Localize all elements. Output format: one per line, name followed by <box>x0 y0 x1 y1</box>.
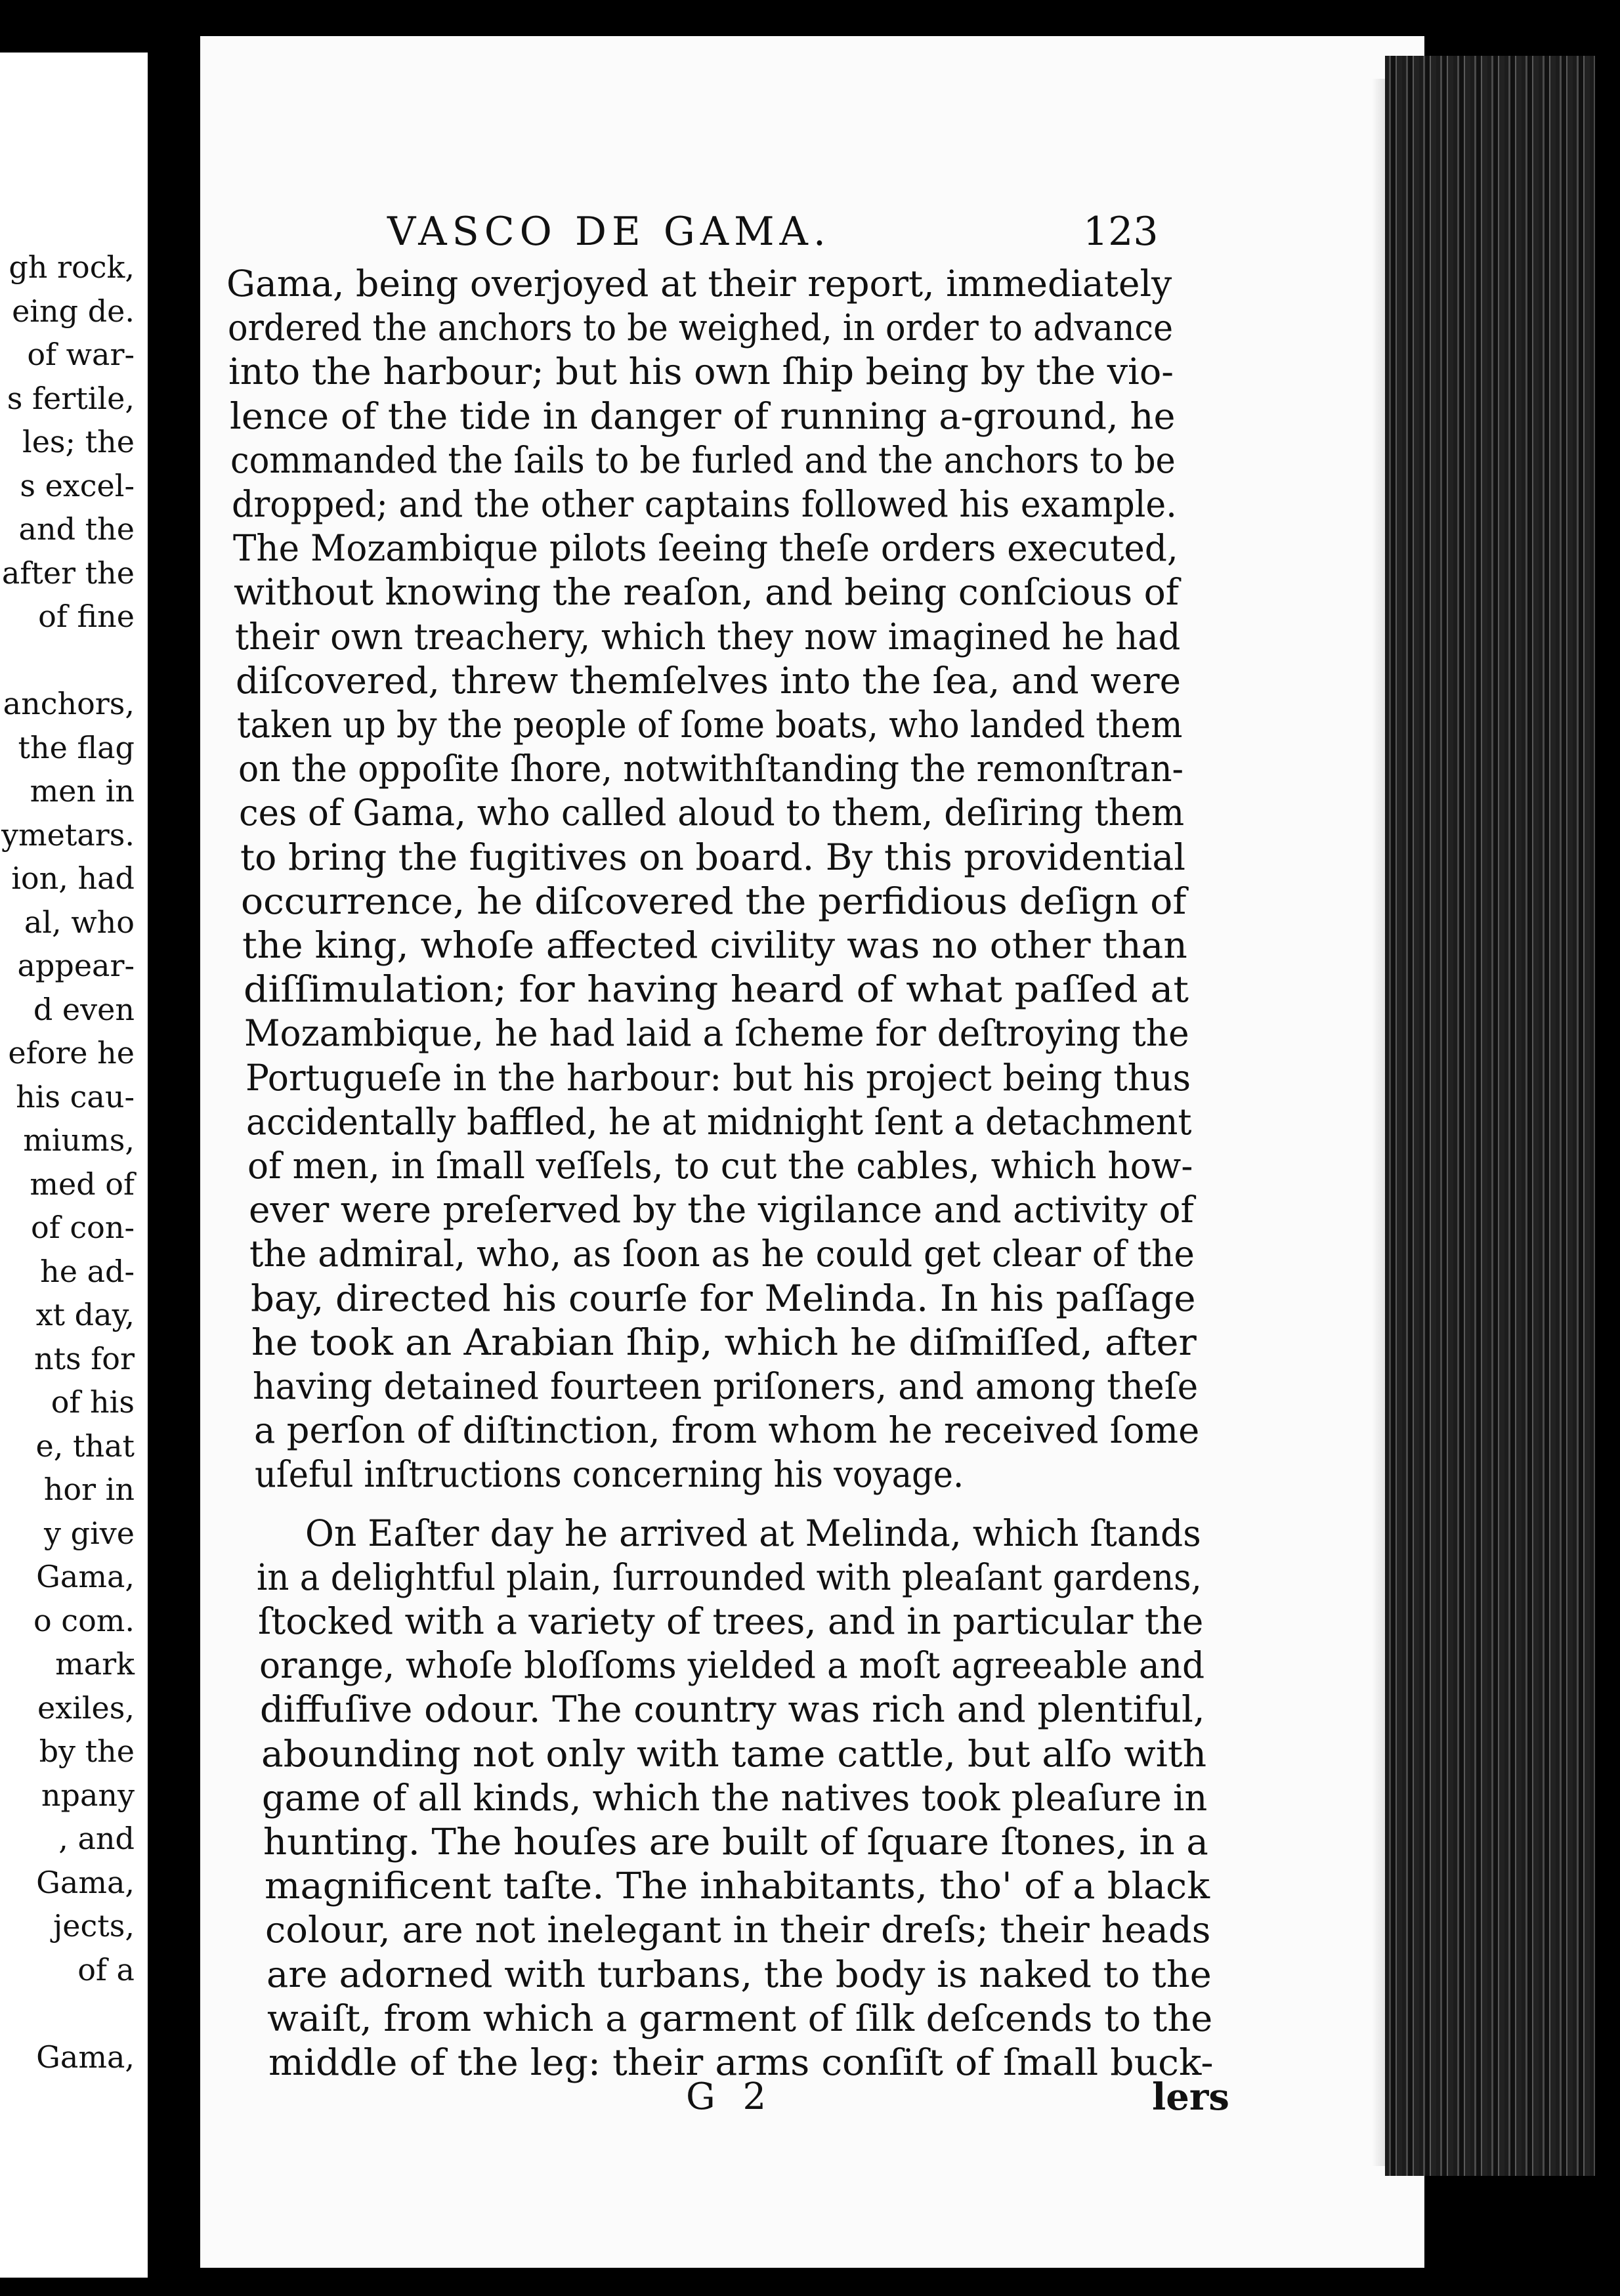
facing-page-line: nts for <box>33 1340 135 1376</box>
text-line: orange, whoſe bloſſoms yielded a moſt agreeable and <box>259 1644 1204 1687</box>
facing-page-line: Gama, <box>36 1559 135 1594</box>
facing-page-line: , and <box>58 1821 135 1856</box>
facing-page-line: e, that <box>35 1428 135 1464</box>
facing-page-line: by the <box>39 1733 135 1769</box>
text-line: lence of the tide in danger of running a-ground, he <box>229 394 1176 437</box>
facing-page-line: anchors, <box>3 686 135 721</box>
facing-page-line: gh rock, <box>9 249 135 285</box>
text-line: are adorned with turbans, the body is naked to the <box>266 1953 1212 1995</box>
text-line: taken up by the people of ſome boats, who landed them <box>237 704 1183 746</box>
facing-page-line: he ad- <box>40 1253 135 1289</box>
facing-page-line: npany <box>41 1777 135 1813</box>
running-title: VASCO DE GAMA. <box>387 209 831 255</box>
text-line: ces of Gama, who called aloud to them, deſiring them <box>239 792 1185 834</box>
text-line: commanded the ſails to be furled and the anchors to be <box>230 438 1176 481</box>
text-line: the king, whoſe affected civility was no other than <box>242 924 1187 966</box>
text-line: occurrence, he diſcovered the perfidious deſign of <box>241 880 1187 922</box>
text-line: on the oppoſite ſhore, notwithſtanding the remonſtran- <box>238 748 1183 790</box>
facing-page-line: jects, <box>53 1908 135 1944</box>
facing-page-line: miums, <box>23 1122 135 1158</box>
text-line: dropped; and the other captains followed his example. <box>232 483 1177 525</box>
text-line: abounding not only with tame cattle, but alſo with <box>261 1732 1206 1775</box>
facing-page-line: d even <box>33 991 135 1027</box>
facing-page-line: o com. <box>33 1602 135 1638</box>
text-line: On Eaſter day he arrived at Melinda, which ſtands <box>305 1512 1201 1554</box>
facing-page-line: Gama, <box>36 2039 135 2075</box>
facing-page-line: Gama, <box>36 1864 135 1900</box>
facing-page-line: of war- <box>27 337 135 372</box>
text-line: magnificent taſte. The inhabitants, tho' of a black <box>264 1865 1210 1907</box>
text-line: he took an Arabian ſhip, which he diſmiſſed, after <box>251 1321 1197 1363</box>
facing-page-line: the flag <box>18 729 135 765</box>
text-line: The Mozambique pilots ſeeing theſe orders executed, <box>232 527 1178 570</box>
facing-page-line: ion, had <box>11 861 135 896</box>
facing-page-line: his cau- <box>16 1078 135 1115</box>
facing-page-line: appear- <box>17 948 135 983</box>
text-line: diſſimulation; for having heard of what paſſed at <box>243 968 1189 1011</box>
facing-page-line: eing de. <box>12 293 135 329</box>
text-line: Mozambique, he had laid a ſcheme for deſtroying the <box>244 1012 1189 1055</box>
text-line: uſeful inſtructions concerning his voyage. <box>255 1453 964 1496</box>
text-line: in a delightful plain, ſurrounded with pleaſant gardens, <box>257 1556 1203 1598</box>
text-line: hunting. The houſes are built of ſquare ſtones, in a <box>263 1821 1208 1863</box>
facing-page-line: mark <box>55 1646 135 1682</box>
signature-mark: G 2 <box>686 2075 775 2118</box>
page-number: 123 <box>1083 209 1159 255</box>
text-line: middle of the leg: their arms conſiſt of ſmall buck- <box>268 2041 1214 2083</box>
text-line: waiſt, from which a garment of ſilk deſcends to the <box>267 1997 1213 2039</box>
text-line: the admiral, who, as ſoon as he could get clear of the <box>249 1233 1195 1275</box>
facing-page-line: les; the <box>22 424 135 459</box>
facing-page-line: ymetars. <box>1 817 135 853</box>
text-line: ſtocked with a variety of trees, and in particular the <box>258 1600 1204 1642</box>
text-line: ordered the anchors to be weighed, in order to advance <box>227 307 1173 349</box>
facing-page-line: exiles, <box>37 1690 135 1726</box>
facing-page-line: xt day, <box>35 1297 135 1332</box>
facing-page-line: efore he <box>8 1035 135 1071</box>
text-line: having detained fourteen priſoners, and among theſe <box>253 1365 1199 1407</box>
text-line: accidentally baffled, he at midnight ſent a detachment <box>246 1100 1192 1143</box>
text-line: diffuſive odour. The country was rich and plentiful, <box>260 1688 1205 1731</box>
facing-page-line: after the <box>1 555 135 591</box>
text-line: of men, in ſmall veſſels, to cut the cables, which how- <box>247 1145 1193 1187</box>
facing-page-line: of fine <box>38 599 135 634</box>
text-line: without knowing the reaſon, and being conſcious of <box>234 571 1180 614</box>
facing-page-line: hor in <box>43 1472 135 1507</box>
text-line: colour, are not inelegant in their dreſs; their heads <box>265 1909 1211 1951</box>
text-line: into the harbour; but his own ſhip being by the vio- <box>228 351 1174 393</box>
text-line: Portugueſe in the harbour: but his project being thus <box>245 1056 1191 1099</box>
text-line: their own treachery, which they now imagined he had <box>234 615 1181 658</box>
text-line: bay, directed his courſe for Melinda. In his paſſage <box>250 1277 1196 1319</box>
text-line: diſcovered, threw themſelves into the ſea, and were <box>236 659 1182 702</box>
facing-page-line: of his <box>51 1384 135 1420</box>
facing-page-line: al, who <box>24 904 135 940</box>
text-line: ever were preſerved by the vigilance and activity of <box>248 1189 1194 1231</box>
catchword: lers <box>1152 2075 1229 2119</box>
facing-page-line: men in <box>30 773 135 809</box>
facing-page-line: and the <box>18 511 135 547</box>
facing-page-line: med of <box>30 1166 135 1202</box>
text-line: a perſon of diſtinction, from whom he received ſome <box>253 1409 1199 1452</box>
text-line: game of all kinds, which the natives took pleaſure in <box>262 1776 1208 1819</box>
text-line: to bring the fugitives on board. By this providential <box>240 836 1185 878</box>
facing-page-line: of con- <box>31 1210 135 1245</box>
facing-page-line: s fertile, <box>7 380 135 416</box>
page-edge-stack <box>1385 56 1595 2176</box>
facing-page-line: of a <box>77 1951 135 1988</box>
facing-page-line: s excel- <box>20 467 135 503</box>
text-line: Gama, being overjoyed at their report, immediately <box>226 263 1172 305</box>
facing-page-line: y give <box>44 1515 135 1551</box>
